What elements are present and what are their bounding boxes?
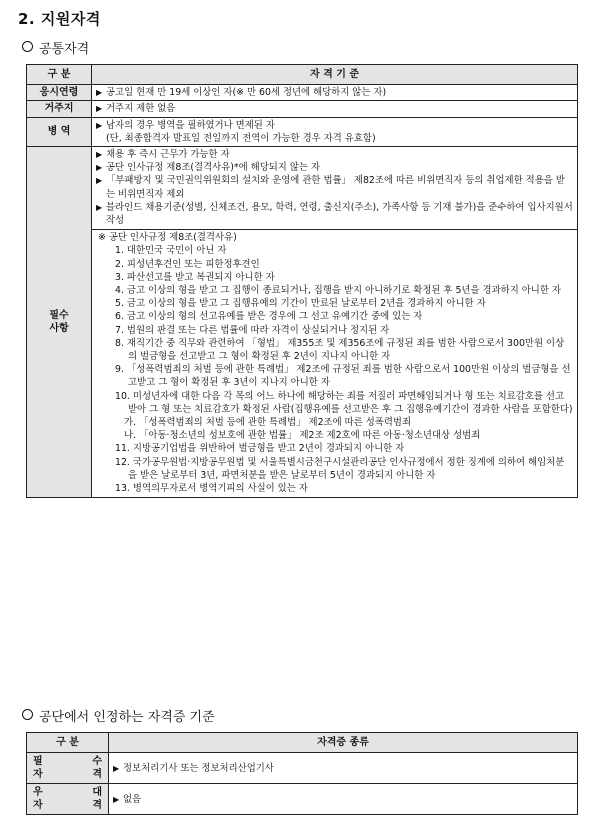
header-cert-type: 자격증 종류 — [109, 733, 578, 753]
section-title: 2. 지원자격 — [18, 10, 101, 28]
table-row-cert-preferred — [27, 784, 578, 815]
triangle-bullet-icon: ▶ — [96, 88, 103, 98]
list-item: 3. 파산선고를 받고 복권되지 아니한 자 — [115, 271, 275, 283]
triangle-bullet-icon: ▶ — [96, 104, 103, 114]
list-item: 8. 재직기간 중 직무와 관련하여 「형법」 제355조 및 제356조에 규정된 죄를 범한 사람으로서 300만원 이상의 벌금형을 선고받고 그 형이 확정된 후 2년이 지나지 아니한 자 — [115, 337, 565, 363]
header-category: 구 분 — [27, 65, 92, 85]
header-category: 구 분 — [27, 733, 109, 753]
header-criteria: 자 격 기 준 — [92, 65, 578, 85]
list-item: 9. 「성폭력범죄의 처벌 등에 관한 특례법」 제2조에 규정된 죄를 범한 사람으로서 100만원 이상의 벌금형을 선고받고 그 형이 확정된 후 3년이 지나지 아니한 자 — [115, 364, 571, 389]
list-item: ▶ 공고일 현재 만 19세 이상인 자(※ 만 60세 정년에 해당하지 않는 자) — [96, 87, 387, 99]
list-item: ▶ 없음 — [113, 793, 142, 805]
circle-bullet-icon — [22, 709, 33, 720]
triangle-bullet-icon: ▶ — [96, 120, 103, 130]
subsection-cert-label: 공단에서 인정하는 자격증 기준 — [39, 710, 215, 725]
subsection-common-label: 공통자격 — [39, 42, 90, 57]
subsection-common — [22, 38, 89, 57]
triangle-bullet-icon: ▶ — [96, 163, 103, 173]
list-item: ▶ 정보처리기사 또는 정보처리산업기사 — [113, 762, 274, 774]
disqualification-title: ※ 공단 인사규정 제8조(결격사유) — [98, 232, 237, 244]
list-item: 2. 피성년후견인 또는 피한정후견인 — [115, 258, 260, 270]
row-label-residence: 거주지 — [27, 101, 92, 117]
triangle-bullet-icon: ▶ — [96, 176, 103, 186]
list-item: ▶ 「부패방지 및 국민권익위원회의 설치와 운영에 관한 법률」 제82조에 따른 비위면직자 등의 취업제한 적용을 받는 비위면직자 제외 — [96, 175, 565, 200]
list-item: ▶ 공단 인사규정 제8조(결격사유)*에 해당되지 않는 자 — [96, 162, 320, 174]
list-item: ▶ 남자의 경우 병역을 필하였거나 면제된 자 — [96, 119, 275, 131]
table-row-military — [27, 117, 578, 146]
subsection-cert — [22, 706, 215, 725]
triangle-bullet-icon: ▶ — [96, 202, 103, 212]
row-label-cert-preferred: 우 대 자 격 — [27, 784, 109, 815]
list-item: 4. 금고 이상의 형을 받고 그 집행이 종료되거나, 집행을 받지 아니하기로 확정된 후 5년을 경과하지 아니한 자 — [115, 285, 561, 297]
list-item: 7. 법원의 판결 또는 다른 법률에 따라 자격이 상실되거나 정지된 자 — [115, 324, 390, 336]
triangle-bullet-icon: ▶ — [113, 763, 120, 773]
certificate-table — [26, 732, 578, 815]
military-note: (단, 최종합격자 발표일 전일까지 전역이 가능한 경우 자격 유효함) — [106, 132, 376, 144]
list-sub-item: 가. 「성폭력범죄의 처벌 등에 관한 특례법」 제2조에 따른 성폭력범죄 — [124, 417, 411, 429]
list-item: 13. 병역의무자로서 병역기피의 사실이 있는 자 — [115, 483, 308, 495]
circle-bullet-icon — [22, 41, 33, 52]
table-row-cert-required — [27, 753, 578, 784]
list-item: 12. 국가공무원법·지방공무원법 및 서울특별시금천구시설관리공단 인사규정에서 정한 징계에 의하여 해임처분을 받은 날로부터 3년, 파면처분을 받은 날로부터 5년이 경과되지 아니한 자 — [115, 456, 565, 481]
list-sub-item: 나. 「아동·청소년의 성보호에 관한 법률」 제2조 제2호에 따른 아동·청소년대상 성범죄 — [124, 430, 481, 442]
list-item: 5. 금고 이상의 형을 받고 그 집행유예의 기간이 만료된 날로부터 2년을 경과하지 아니한 자 — [115, 298, 486, 310]
list-item: 1. 대한민국 국민이 아닌 자 — [115, 245, 227, 257]
row-label-required: 필수 사항 — [27, 147, 92, 498]
table-row-required — [27, 147, 578, 498]
list-item: ▶ 채용 후 즉시 근무가 가능한 자 — [96, 149, 230, 161]
table-row-residence — [27, 101, 578, 117]
list-item: 6. 금고 이상의 형의 선고유예를 받은 경우에 그 선고 유예기간 중에 있는 자 — [115, 311, 423, 323]
table-row-age — [27, 85, 578, 101]
triangle-bullet-icon: ▶ — [113, 794, 120, 804]
common-qualification-table — [26, 64, 578, 498]
row-label-cert-required: 필 수 자 격 — [27, 753, 109, 784]
list-item: 11. 지방공기업법을 위반하여 벌금형을 받고 2년이 경과되지 아니한 자 — [115, 443, 405, 455]
disqualification-list — [92, 230, 577, 497]
table-header-row — [27, 733, 578, 753]
list-item: ▶ 블라인드 채용기준(성별, 신체조건, 용모, 학력, 연령, 출신지(주소), 가족사항 등 기재 불가)을 준수하여 입사지원서 작성 — [96, 201, 573, 227]
list-item: 10. 미성년자에 대한 다음 각 목의 어느 하나에 해당하는 죄를 저질러 파면해임되거나 형 또는 치료감호를 선고받아 그 형 또는 치료감호가 확정된 사람(집행유예를 선고받은 후 그 집행유예기간이 경과한 사람을 포함한다) — [115, 390, 573, 415]
required-items — [92, 147, 577, 230]
list-item: ▶ 거주지 제한 없음 — [96, 103, 176, 115]
triangle-bullet-icon: ▶ — [96, 150, 103, 160]
row-label-military: 병 역 — [27, 117, 92, 146]
table-header-row — [27, 65, 578, 85]
row-label-age: 응시연령 — [27, 85, 92, 101]
